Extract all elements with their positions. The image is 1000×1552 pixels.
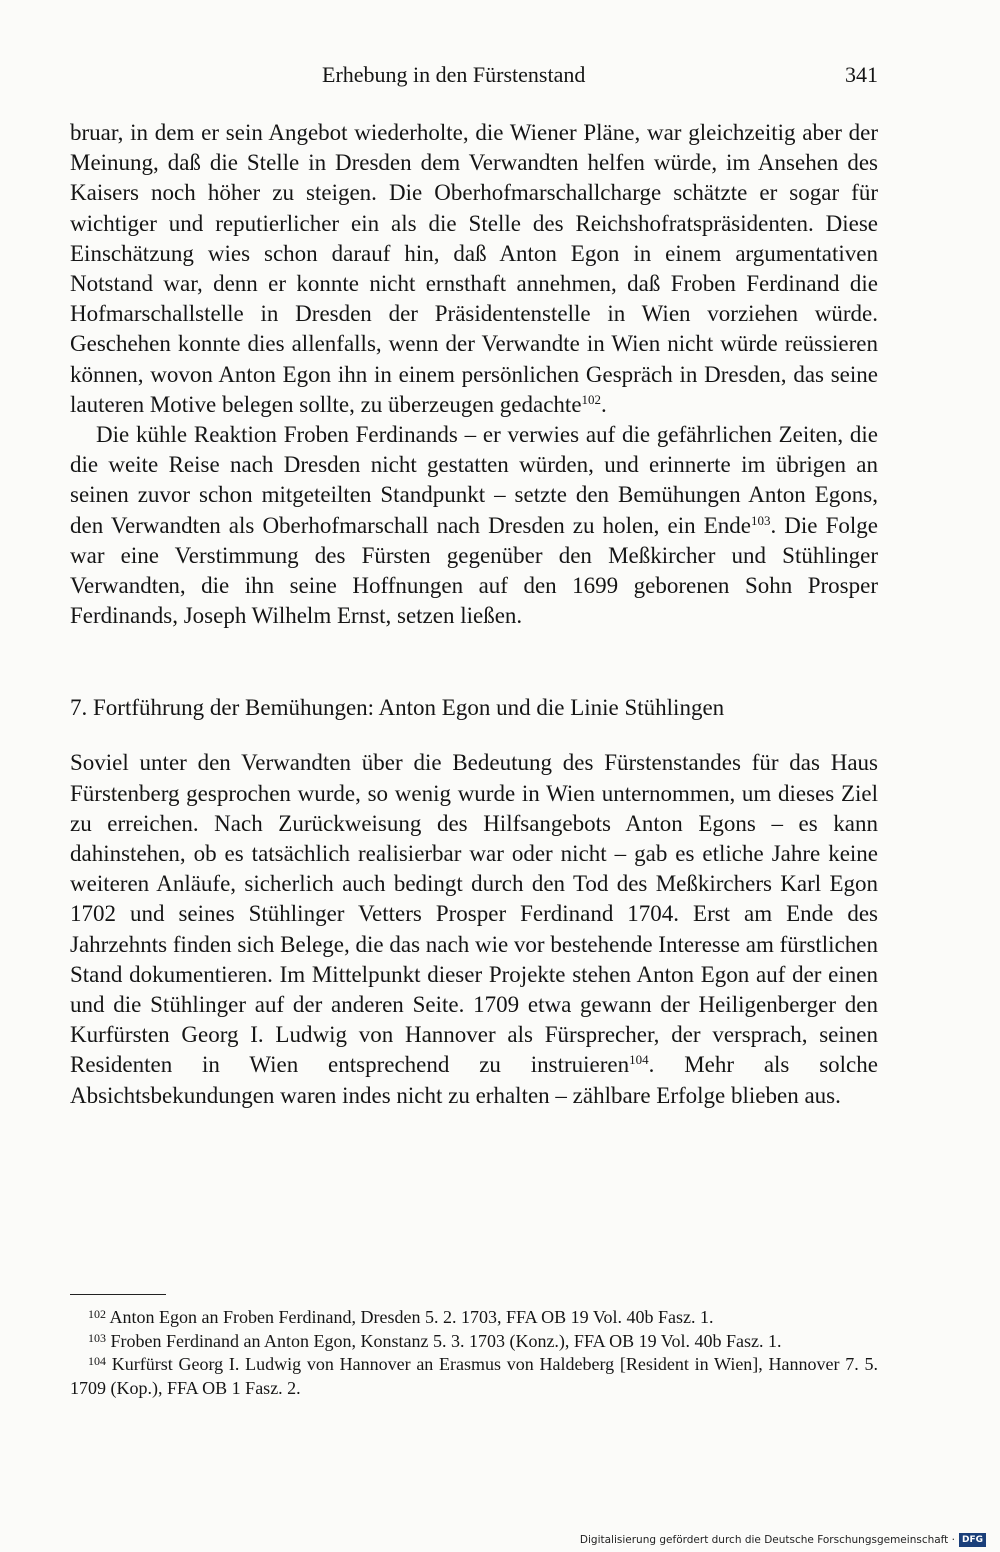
footnote: $^{102}$ Anton Egon an Froben Ferdinand, Dresden 5. 2. 1703, FFA OB 19 Vol. 40b Fasz. 1. (88, 1307, 714, 1327)
footnote-number: 103 (88, 1330, 106, 1345)
paragraph: Soviel unter den Verwandten über die Bedeutung des Fürstenstandes für das Haus Fürstenberg gesprochen wurde, so wenig wurde in Wien unternommen, um dieses Ziel zu erreichen. Nach Zurückweisung des Hilfsangebots Anton Egons – es kann dahinstehen, ob es tatsächlich realisierbar war oder nicht – gab es etliche Jahre keine weiteren Anläufe, sicherlich auch bedingt durch den Tod des Meßkirchers Karl Egon 1702 und seines Stühlinger Vetters Prosper Ferdinand 1704. Erst am Ende des Jahrzehnts finden sich Belege, die das nach wie vor bestehende Interesse am fürstlichen Stand dokumentieren. Im Mittelpunkt dieser Projekte stehen Anton Egon auf der einen und die Stühlinger auf der anderen Seite. 1709 etwa gewann der Heiligenberger den Kurfürsten Georg I. Ludwig von Hannover als Fürsprecher, der versprach, seinen Residenten in Wien entsprechend zu instruieren$^{104}$. Mehr als solche Absichtsbekundungen waren indes nicht zu erhalten – zählbare Erfolge blieben aus. (70, 750, 878, 1108)
page-number: 341 (845, 62, 878, 87)
footnotes (70, 1306, 878, 1400)
credit-text: Digitalisierung gefördert durch die Deutsche Forschungsgemeinschaft · (579, 1534, 955, 1546)
footnote: $^{103}$ Froben Ferdinand an Anton Egon, Konstanz 5. 3. 1703 (Konz.), FFA OB 19 Vol. 40b Fasz. 1. (88, 1330, 782, 1351)
footnote: $^{104}$ Kurfürst Georg I. Ludwig von Hannover an Erasmus von Haldeberg [Resident in Wien], Hannover 7. 5. 1709 (Kop.), FFA OB 1 Fasz. 2. (70, 1354, 879, 1398)
footnote-ref[interactable]: 103 (750, 512, 771, 528)
footnote-number: 102 (88, 1307, 106, 1321)
footnote-divider (70, 1294, 166, 1295)
section-heading: 7. Fortführung der Bemühungen: Anton Egon und die Linie Stühlingen (70, 695, 725, 721)
paragraph: Die kühle Reaktion Froben Ferdinands – er verwies auf die gefährlichen Zeiten, die die weite Reise nach Dresden nicht gestatten würden, und erinnerte im übrigen an seinen zuvor schon mitgeteilten Standpunkt – setzte den Bemühungen Anton Egons, den Verwandten als Oberhofmarschall nach Dresden zu holen, ein Ende$^{103}$. Die Folge war eine Verstimmung des Fürsten gegenüber den Meßkircher und Stühlinger Verwandten, die ihn seine Hoffnungen auf den 1699 geborenen Sohn Prosper Ferdinands, Joseph Wilhelm Ernst, setzen ließen. (70, 422, 878, 629)
page-header (70, 60, 878, 96)
footnote-ref[interactable]: 104 (629, 1052, 649, 1068)
footnote-ref[interactable]: 102 (581, 391, 602, 407)
digitization-credit (580, 1532, 986, 1548)
running-title: Erhebung in den Fürstenstand (322, 62, 586, 87)
paragraph: bruar, in dem er sein Angebot wiederholte, die Wiener Pläne, war gleichzeitig aber der Meinung, daß die Stelle in Dresden dem Verwandten helfen würde, im Ansehen des Kaisers noch höher zu steigen. Die Oberhofmarschallcharge schätzte er sogar für wichtiger und reputierlicher ein als die Stelle des Reichshofratspräsidenten. Diese Einschätzung wies schon darauf hin, daß Anton Egon in einem argumentativen Notstand war, denn er konnte nicht ernsthaft annehmen, daß Froben Ferdinand die Hofmarschallstelle in Dresden der Präsidentenstelle in Wien vorziehen würde. Geschehen konnte dies allenfalls, wenn der Verwandte in Wien nicht würde reüssieren können, wovon Anton Egon ihn in einem persönlichen Gespräch in Dresden, das seine lauteren Motive belegen sollte, zu überzeugen gedachte$^{102}$. (70, 120, 878, 417)
footnote-number: 104 (88, 1354, 106, 1368)
body-text (70, 118, 878, 1111)
dfg-logo: DFG (959, 1533, 986, 1547)
